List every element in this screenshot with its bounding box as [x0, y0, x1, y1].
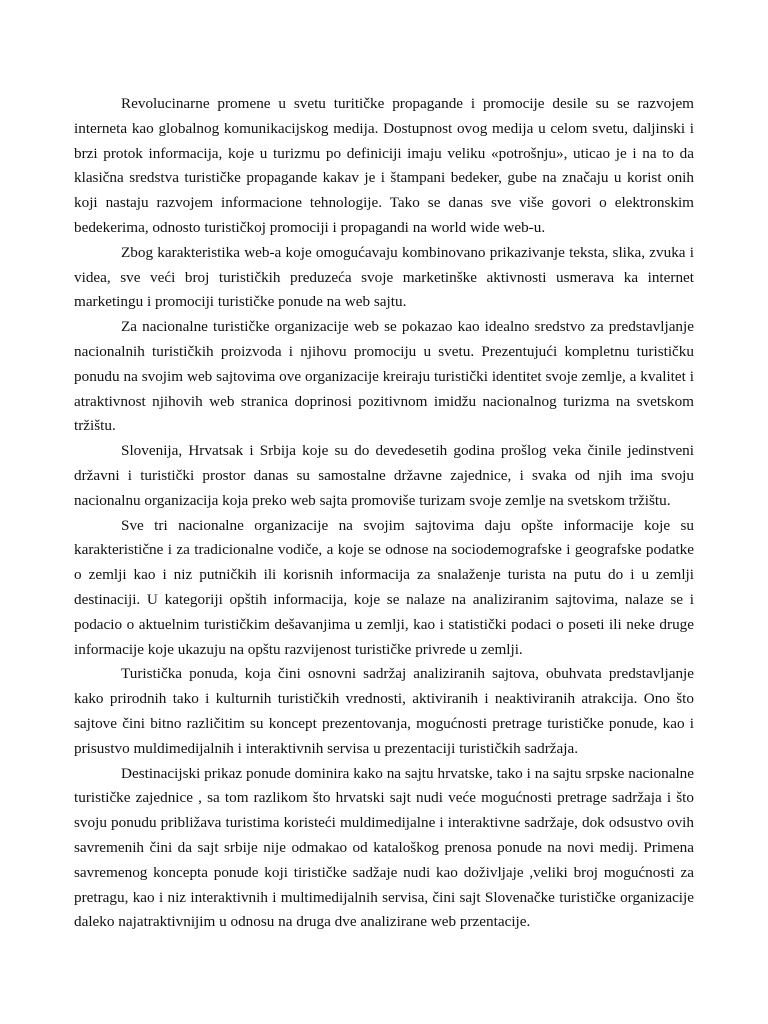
paragraph-2: Zbog karakteristika web-a koje omogućavaju kombinovano prikazivanje teksta, slika, zvuka i videa, sve veći broj turističkih preduzeća svoje marketinške aktivnosti usmerava ka internet marketingu i promociji turističke ponude na web sajtu.: [74, 243, 694, 311]
paragraph-1: Revolucinarne promene u svetu turitičke propagande i promocije desile su se razvojem interneta kao globalnog komunikacijskog medija. Dostupnost ovog medija u celom svetu, daljinski i brzi protok informacija, koje u turizmu po definiciji imaju veliku «potrošnju», uticao je i na to da klasična sredstva turističke propagande kakav je i štampani bedeker, gube na značaju u korist onih koji nastaju razvojem informacione tehnologije. Tako se danas sve više govori o elektronskim bedekerima, odnosto turističkoj promociji i propagandi na world wide web-u.: [74, 95, 694, 236]
paragraph-3: Za nacionalne turističke organizacije web se pokazao kao idealno sredstvo za predstavljanje nacionalnih turističkih proizvoda i njihovu promociju u svetu. Prezentujući kompletnu turističku ponudu na svojim web sajtovima ove organizacije kreiraju turistički identitet svoje zemlje, a kvalitet i atraktivnost njihovih web stranica doprinosi pozitivnom imidžu nacionalnog turizma na svetskom tržištu.: [74, 318, 694, 435]
paragraph-7: Destinacijski prikaz ponude dominira kako na sajtu hrvatske, tako i na sajtu srpske nacionalne turističke zajednice , sa tom razlikom što hrvatski sajt nudi veće mogućnosti pretrage sadržaja i što svoju ponudu približava turistima koristeći muldimedijalne i interaktivne sadržaje, dok odsustvo ovih savremenih čini da sajt srbije nije odmakao od kataloškog prenosa ponude na novi medij. Primena savremenog koncepta ponude koji tirističke sadžaje nudi kao doživljaje ,veliki broj mogućnosti za pretragu, kao i niz interaktivnih i multimedijalnih servisa, čini sajt Slovenačke turističke organizacije daleko najatraktivnijim u odnosu na druga dve analizirane web przentacije.: [74, 764, 694, 931]
paragraph-5: Sve tri nacionalne organizacije na svojim sajtovima daju opšte informacije koje su karakteristične i za tradicionalne vodiče, a koje se odnose na sociodemografske i geografske podatke o zemlji kao i niz putničkih ili korisnih informacija za snalaženje turista na putu do i u zemlji destinaciji. U kategoriji opštih informacija, koje se nalaze na analiziranim sajtovima, nalaze se i podacio o aktuelnim turističkim dešavanjima u zemlji, kao i statistički podaci o poseti ili neke druge informacije koje ukazuju na opštu razvijenost turističke privrede u zemlji.: [74, 516, 694, 658]
paragraph-4: Slovenija, Hrvatsak i Srbija koje su do devedesetih godina prošlog veka činile jedinstveni državni i turistički prostor danas su samostalne državne zajednice, i svaka od njih ima svoju nacionalnu organizacija koja preko web sajta promoviše turizam svoje zemlje na svetskom tržištu.: [74, 442, 694, 509]
document-body: [74, 92, 694, 935]
paragraph-6: Turistička ponuda, koja čini osnovni sadržaj analiziranih sajtova, obuhvata predstavljanje kako prirodnih tako i kulturnih turističkih vrednosti, aktiviranih i neaktiviranih atrakcija. Ono što sajtove čini bitno različitim su koncept prezentovanja, mogućnosti pretrage turističke ponude, kao i prisustvo muldimedijalnih i interaktivnih servisa u prezentaciji turističkih sadržaja.: [74, 665, 694, 757]
